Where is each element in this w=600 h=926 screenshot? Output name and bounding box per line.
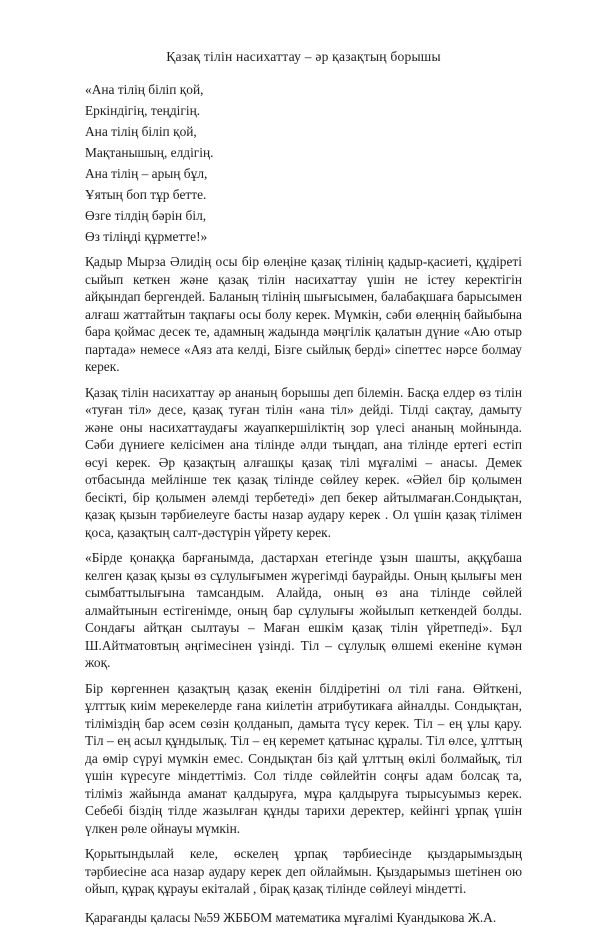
poem-line: Өз тіліңді құрметте!» — [85, 226, 522, 247]
poem-line: Ана тілің – арың бұл, — [85, 163, 522, 184]
poem-line: Ұятың боп тұр бетте. — [85, 184, 522, 205]
poem-line: Мақтанышың, елдігің. — [85, 142, 522, 163]
document-title: Қазақ тілін насихаттау – әр қазақтың борышы — [85, 48, 522, 66]
signature-line: Қарағанды қаласы №59 ЖББОМ математика мұғалімі Куандыкова Ж.А. — [85, 909, 522, 926]
body-paragraph: Қазақ тілін насихаттау әр ананың борышы деп білемін. Басқа елдер өз тілін «туған тіл» десе, қазақ туған тілін «ана тіл» дейді. Тілді сақтау, дамыту және оны насихаттаудағы жауапкершіліктің зор үлесі ананың мойнында. Сәби дүниеге келісімен ана тілінде әлди тыңдап, ана тілінде ертегі естіп өсуі керек. Әр қазақтың алғашқы қазақ тілі мұғалімі – анасы. Демек отбасында мейлінше тек қазақ тілінде сөйлеу керек. «Әйел бір қолымен бесікті, бір қолымен әлемді тербетеді» деп бекер айтылмаған.Сондықтан, қазақ қызын тәрбиелеуге басты назар аудару керек . Ол үшін қазақ тілімен қоса, қазақтың салт-дәстүрін үйрету керек. — [85, 384, 522, 542]
poem-line: Өзге тілдің бәрін біл, — [85, 205, 522, 226]
document-content — [85, 48, 522, 926]
poem-line: «Ана тілің біліп қой, — [85, 79, 522, 100]
body-paragraph: «Бірде қонаққа барғанымда, дастархан етегінде ұзын шашты, аққұбаша келген қазақ қызы өз сұлулығымен жүрегімді баурайды. Оның қылығы мен сымбаттылығына тамсандым. Алайда, оның өз ана тілінде сөйлей алмайтынын естігенімде, оның бар сұлулығы жойылып кеткендей болды. Сондағы айтқан сылтауы – Маған ешкім қазақ тілін үйретпеді». Бұл Ш.Айтматовтың әңгімесінен үзінді. Тіл – сұлулық өлшемі екеніне күмән жоқ. — [85, 549, 522, 672]
body-paragraph: Бір көргеннен қазақтың қазақ екенін білдіретіні ол тілі ғана. Өйткені, ұлттық киім мерекелерде ғана киілетін атрибутикаға айналды. Сондықтан, тіліміздің бар әсем сөзін қолданып, дамыта түсу керек. Тіл – ең ұлы қару. Тіл – ең асыл құндылық. Тіл – ең керемет қатынас құралы. Тіл өлсе, ұлттың да өмір сүруі мүмкін емес. Сондықтан біз қай ұлттың өкілі болмайық, тіл үшін күресуге міндеттіміз. Сол тілде сөйлейтін соңғы адам болсақ та, тіліміз жайында аманат қалдыруға, мұра қалдыруға тырысуымыз керек. Себебі біздің тілде жазылған құнды тарихи деректер, кейінгі ұрпақ үшін үлкен рөле ойнауы мүмкін. — [85, 680, 522, 838]
poem-block — [85, 79, 522, 247]
poem-line: Ана тілің біліп қой, — [85, 121, 522, 142]
poem-line: Еркіндігің, теңдігің. — [85, 100, 522, 121]
body-paragraph: Қадыр Мырза Әлидің осы бір өлеңіне қазақ тілінің қадыр-қасиеті, құдіреті сыйып кеткен және қазақ тілін насихаттау үшін не істеу керектігін айқындап бергендей. Баланың тілінің шығысымен, балабақшаға барысымен алғаш жаттайтын тақпағы осы болу керек. Мүмкін, сәби өлеңнің байыбына бара қоймас десек те, адамның жадында мәңгілік қалатын дүние «Аю отыр партада» немесе «Аяз ата келді, Бізге сыйлық берді» сіпеттес нәрсе болмау керек. — [85, 253, 522, 376]
body-paragraph: Қорытындылай келе, өскелең ұрпақ тәрбиесінде қыздарымыздың тәрбиесіне аса назар аудару керек деп ойлаймын. Қыздарымыз шетінен ою ойып, құрақ құрауы екіталай , бірақ қазақ тілінде сөйлеуі міндетті. — [85, 845, 522, 898]
